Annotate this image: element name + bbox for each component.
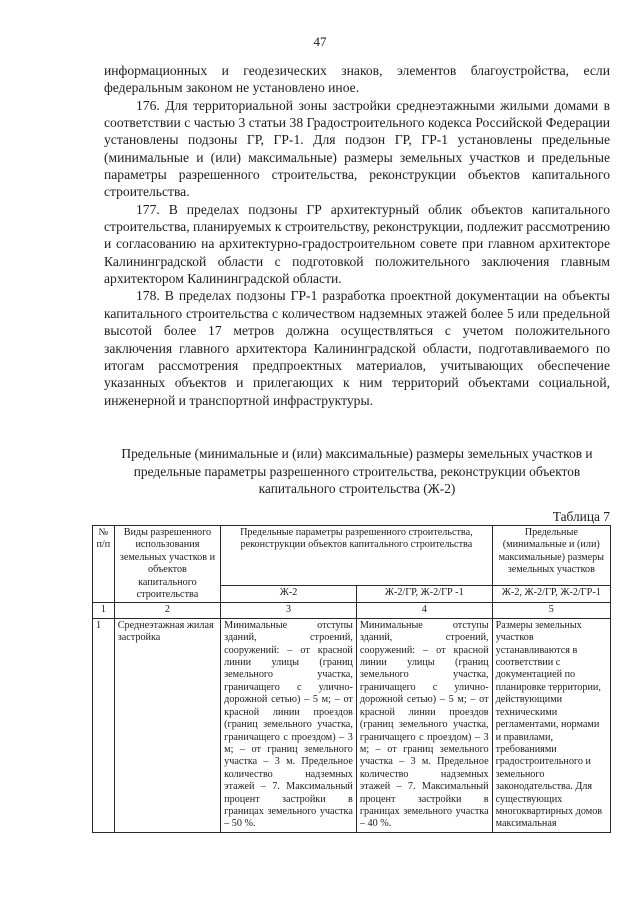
- row-parameters-zh2: Минимальные отступы зданий, строений, сооружений: – от красной линии улицы (границ земельного участка, граничащего с улично-дорожной сетью) – 5 м; – от красной линии проездов (границ земельного участка, граничащего с проездом) – 3 м; – от границ земельного участка – 3 м. Предельное количество надземных этажей – 7. Максимальный процент застройки в границах земельного участка – 50 %.: [221, 618, 357, 832]
- body-text: [104, 62, 610, 409]
- parameters-table: [92, 525, 611, 833]
- column-number: 3: [221, 603, 357, 618]
- table-title: Предельные (минимальные и (или) максимальные) размеры земельных участков и предельные параметры разрешенного строительства, реконструкции объектов капитального строительства (Ж-2): [121, 446, 593, 496]
- column-number: 4: [356, 603, 492, 618]
- row-parameters-zh2-gr: Минимальные отступы зданий, строений, сооружений: – от красной линии улицы (границ земельного участка, граничащего с улично-дорожной сетью) – 5 м; – от красной линии проездов (границ земельного участка, граничащего с проездом) – 3 м; – от границ земельного участка – 3 м. Предельное количество надземных этажей – 7. Максимальный процент застройки в границах земельного участка – 40 %.: [356, 618, 492, 832]
- paragraph-continuation: информационных и геодезических знаков, элементов благоустройства, если федеральным законом не установлено иное.: [104, 63, 610, 96]
- header-zone-a: Ж-2: [221, 585, 357, 603]
- column-number: 5: [492, 603, 610, 618]
- column-number: 1: [93, 603, 115, 618]
- paragraph-177: 177. В пределах подзоны ГР архитектурный облик объектов капитального строительства, планируемых к строительству, реконструкции, подлежит рассмотрению и согласованию на архитектурно-градостроительном совете при главном архитекторе Калининградской области с подготовкой положительного заключения главным архитектором Калининградской области.: [104, 201, 610, 287]
- header-kinds-of-use: Виды разрешенного использования земельных участков и объектов капитального строительства: [114, 526, 220, 603]
- column-number: 2: [114, 603, 220, 618]
- table-row: [93, 618, 611, 832]
- header-zone-c: Ж-2, Ж-2/ГР, Ж-2/ГР-1: [492, 585, 610, 603]
- table-label: Таблица 7: [552, 509, 610, 524]
- header-parameters: Предельные параметры разрешенного строительства, реконструкции объектов капитального строительства: [221, 526, 492, 586]
- header-row: [93, 526, 611, 586]
- paragraph-176: 176. Для территориальной зоны застройки среднеэтажными жилыми домами в соответствии с частью 3 статьи 38 Градостроительного кодекса Российской Федерации установлены подзоны ГР, ГР-1. Для подзон ГР, ГР-1 установлены предельные (минимальные и (или) максимальные) размеры земельных участков и предельные параметры разрешенного строительства, реконструкции объектов капитального строительства.: [104, 97, 610, 200]
- column-numbers-row: [93, 603, 611, 618]
- page-number: 47: [313, 34, 327, 49]
- row-number: 1: [93, 618, 115, 832]
- paragraph-178: 178. В пределах подзоны ГР-1 разработка проектной документации на объекты капитального строительства с количеством надземных этажей более 5 или предельной высотой более 17 метров должна осуществляться с учетом положительного заключения главного архитектора Калининградской области, подготавливаемого по итогам рассмотрения предпроектных материалов, учитывающих обеспечение указанных объектов и прилегающих к ним территорий объектами социальной, инженерной и транспортной инфраструктуры.: [104, 288, 610, 408]
- header-number: № п/п: [93, 526, 115, 603]
- row-plot-sizes: Размеры земельных участков устанавливаются в соответствии с документацией по планировке территории, действующими техническими регламентами, нормами и правилами, требованиями градостроительного и земельного законодательства. Для существующих многоквартирных домов максимальная: [492, 618, 610, 832]
- row-kind-of-use: Среднеэтажная жилая застройка: [114, 618, 220, 832]
- header-zone-b: Ж-2/ГР, Ж-2/ГР -1: [356, 585, 492, 603]
- header-plot-sizes: Предельные (минимальные и (или) максимальные) размеры земельных участков: [492, 526, 610, 586]
